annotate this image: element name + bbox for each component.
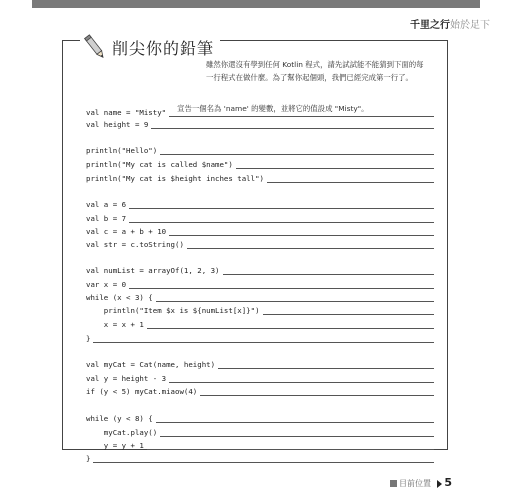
code-text: println("Item $x is ${numList[x]}") xyxy=(86,306,260,315)
code-line xyxy=(86,383,434,396)
answer-line[interactable] xyxy=(267,173,434,183)
answer-line[interactable] xyxy=(129,279,434,289)
location-marker-icon xyxy=(390,480,397,487)
answer-line[interactable] xyxy=(169,226,434,236)
code-text: val name = "Misty" xyxy=(86,108,167,117)
answer-line[interactable] xyxy=(200,386,434,396)
answer-line[interactable] xyxy=(160,145,434,155)
code-text: if (y < 5) myCat.miaow(4) xyxy=(86,387,198,396)
code-text: val height = 9 xyxy=(86,120,149,129)
answer-line[interactable] xyxy=(169,373,434,383)
answer-line[interactable] xyxy=(236,159,434,169)
top-bar xyxy=(32,0,480,8)
code-text: while (y < 8) { xyxy=(86,414,153,423)
code-line xyxy=(86,316,434,329)
answer-line[interactable] xyxy=(156,292,434,302)
code-text: y = y + 1 xyxy=(86,441,144,450)
code-text: println("My cat is called $name") xyxy=(86,160,233,169)
footer-nav-label: 目前位置 xyxy=(399,479,431,488)
code-text: println("My cat is $height inches tall") xyxy=(86,174,264,183)
arrow-right-icon xyxy=(437,480,442,488)
code-text: println("Hello") xyxy=(86,146,158,155)
code-line xyxy=(86,437,434,450)
section-title: 削尖你的鉛筆 xyxy=(112,38,215,58)
code-line xyxy=(86,289,434,302)
code-text: } xyxy=(86,334,91,343)
code-line xyxy=(86,424,434,437)
code-text: var x = 0 xyxy=(86,280,127,289)
handwritten-answer: 宣告一個名為 'name' 的變數，並將它的值設成 "Misty"。 xyxy=(177,104,369,113)
code-line xyxy=(86,262,434,275)
header-sub: 始於足下 xyxy=(450,20,490,31)
code-line xyxy=(86,116,434,129)
code-line xyxy=(86,210,434,223)
answer-line[interactable] xyxy=(129,199,434,209)
answer-line[interactable] xyxy=(187,239,434,249)
code-line xyxy=(86,276,434,289)
pencil-icon xyxy=(82,32,108,62)
page-number: 5 xyxy=(444,476,452,489)
answer-line[interactable] xyxy=(223,265,435,275)
answer-line[interactable] xyxy=(129,213,434,223)
page-header xyxy=(410,16,490,31)
section-heading xyxy=(80,32,220,62)
code-text: val b = 7 xyxy=(86,214,127,223)
answer-line[interactable] xyxy=(160,427,434,437)
code-text: myCat.play() xyxy=(86,428,158,437)
code-line xyxy=(86,302,434,315)
answer-line[interactable] xyxy=(147,319,434,329)
code-line xyxy=(86,196,434,209)
code-line xyxy=(86,330,434,343)
answer-line[interactable] xyxy=(151,119,434,129)
code-text: val str = c.toString() xyxy=(86,240,184,249)
code-line xyxy=(86,223,434,236)
code-text: } xyxy=(86,454,91,463)
code-text: x = x + 1 xyxy=(86,320,144,329)
code-line xyxy=(86,370,434,383)
answer-line[interactable] xyxy=(218,359,434,369)
code-line xyxy=(86,142,434,155)
code-text: val c = a + b + 10 xyxy=(86,227,167,236)
code-text: while (x < 3) { xyxy=(86,293,153,302)
code-text: val myCat = Cat(name, height) xyxy=(86,360,216,369)
intro-text: 雖然你還沒有學到任何 Kotlin 程式，請先試試能不能猜到下面的每一行程式在做什麼。為了幫你起個頭，我們已經完成第一行了。 xyxy=(206,60,424,82)
code-line xyxy=(86,156,434,169)
footer-nav xyxy=(390,478,442,489)
code-text: val y = height - 3 xyxy=(86,374,167,383)
answer-line[interactable] xyxy=(263,305,434,315)
code-line xyxy=(86,356,434,369)
header-bold: 千里之行 xyxy=(410,20,450,31)
answer-line[interactable] xyxy=(156,413,434,423)
code-line xyxy=(86,236,434,249)
answer-line[interactable] xyxy=(93,453,434,463)
code-text: val numList = arrayOf(1, 2, 3) xyxy=(86,266,220,275)
code-line xyxy=(86,170,434,183)
answer-line[interactable] xyxy=(147,440,434,450)
answer-line[interactable] xyxy=(93,333,434,343)
code-line xyxy=(86,410,434,423)
code-text: val a = 6 xyxy=(86,200,127,209)
code-line xyxy=(86,450,434,463)
